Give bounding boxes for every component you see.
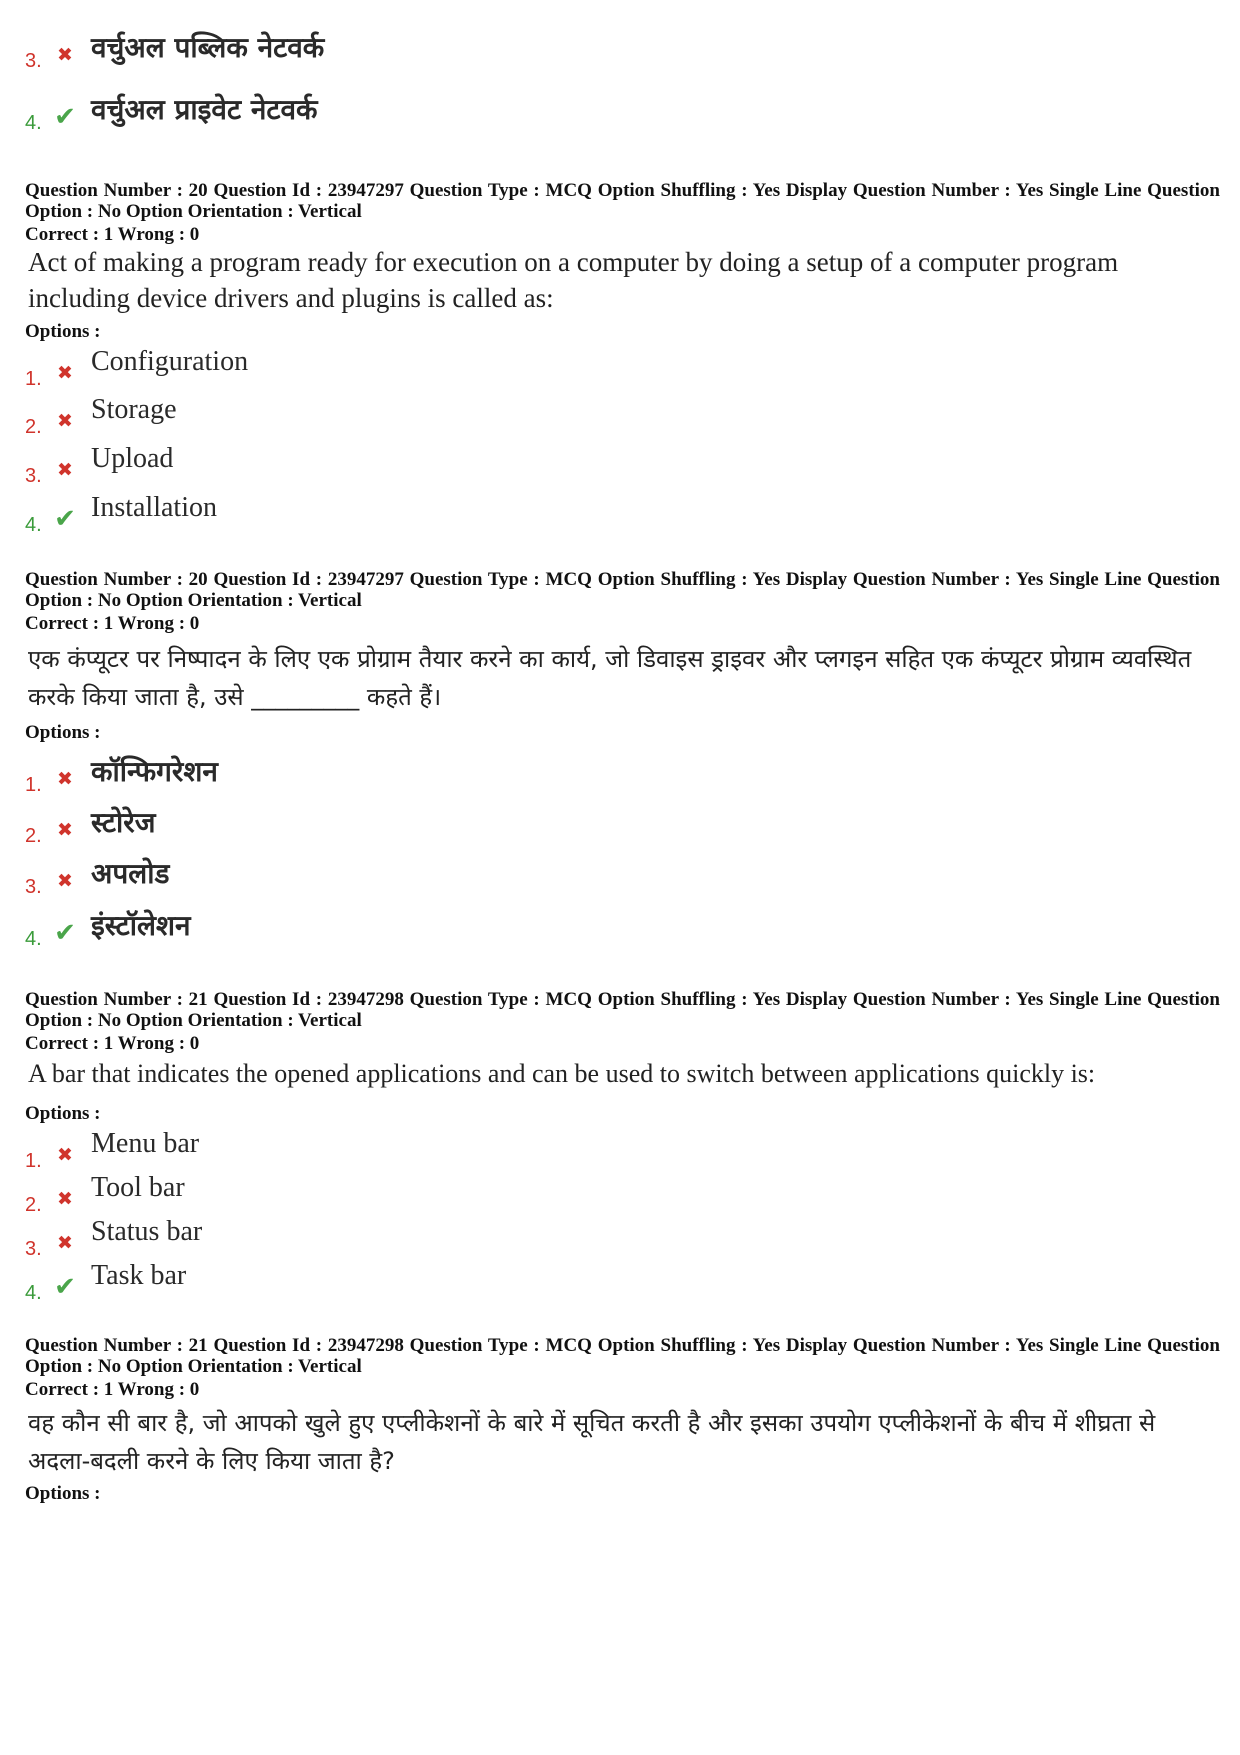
question-text: एक कंप्यूटर पर निष्पादन के लिए एक प्रोग्राम तैयार करने का कार्य, जो डिवाइस ड्राइवर और प्लगइन सहित एक कंप्यूटर प्रोग्राम व्यवस्थित करके किया जाता है, उसे _________ कहते हैं। xyxy=(28,645,1192,711)
cross-icon: ✖ xyxy=(57,44,73,66)
option-number: 2. xyxy=(25,825,42,847)
check-icon: ✔ xyxy=(54,102,76,132)
option-text: स्टोरेज xyxy=(91,806,156,839)
option-number: 4. xyxy=(25,1282,42,1304)
cross-icon: ✖ xyxy=(57,459,73,481)
option-text: इंस्टॉलेशन xyxy=(91,909,191,942)
marks-info: Correct : 1 Wrong : 0 xyxy=(25,224,200,245)
option-number: 4. xyxy=(25,514,42,536)
marks-info: Correct : 1 Wrong : 0 xyxy=(25,613,200,634)
option-item xyxy=(25,346,1125,394)
option-text: Task bar xyxy=(91,1260,187,1291)
question-meta: Question Number : 20 Question Id : 23947297 Question Type : MCQ Option Shuffling : Yes Display Question Number : Yes Single Line Question Option : No Option Orientation : Vertical xyxy=(25,180,1220,222)
option-text: Status bar xyxy=(91,1216,203,1247)
cross-icon: ✖ xyxy=(57,1144,73,1166)
cross-icon: ✖ xyxy=(57,870,73,892)
option-number: 1. xyxy=(25,1150,42,1172)
option-item xyxy=(25,1260,1125,1308)
option-text: Configuration xyxy=(91,346,249,377)
question-meta: Question Number : 21 Question Id : 23947298 Question Type : MCQ Option Shuffling : Yes Display Question Number : Yes Single Line Question Option : No Option Orientation : Vertical xyxy=(25,1335,1220,1377)
option-number: 1. xyxy=(25,774,42,796)
option-number: 1. xyxy=(25,368,42,390)
option-item xyxy=(25,1216,1125,1264)
option-text: Installation xyxy=(91,492,217,523)
option-item xyxy=(25,1128,1125,1176)
option-number: 4. xyxy=(25,112,42,134)
question-meta: Question Number : 21 Question Id : 23947298 Question Type : MCQ Option Shuffling : Yes Display Question Number : Yes Single Line Question Option : No Option Orientation : Vertical xyxy=(25,989,1220,1031)
option-text: वर्चुअल पब्लिक नेटवर्क xyxy=(91,31,325,64)
option-text: Upload xyxy=(91,443,174,474)
option-item xyxy=(25,906,1125,954)
cross-icon: ✖ xyxy=(57,768,73,790)
question-text: वह कौन सी बार है, जो आपको खुले हुए एप्लीकेशनों के बारे में सूचित करती है और इसका उपयोग एप्लीकेशनों के बीच में शीघ्रता से अदला-बदली करने के लिए किया जाता है? xyxy=(28,1409,1156,1475)
option-number: 4. xyxy=(25,928,42,950)
cross-icon: ✖ xyxy=(57,1188,73,1210)
cross-icon: ✖ xyxy=(57,410,73,432)
option-text: Menu bar xyxy=(91,1128,200,1159)
cross-icon: ✖ xyxy=(57,819,73,841)
option-number: 3. xyxy=(25,1238,42,1260)
option-item xyxy=(25,28,1125,76)
option-text: Storage xyxy=(91,394,177,425)
option-text: कॉन्फिगरेशन xyxy=(91,755,218,788)
cross-icon: ✖ xyxy=(57,1232,73,1254)
option-number: 3. xyxy=(25,465,42,487)
cross-icon: ✖ xyxy=(57,362,73,384)
option-text: अपलोड xyxy=(91,857,170,890)
check-icon: ✔ xyxy=(54,1272,76,1302)
question-text: Act of making a program ready for execution on a computer by doing a setup of a computer program including device drivers and plugins is called as: xyxy=(28,247,1119,313)
option-text: वर्चुअल प्राइवेट नेटवर्क xyxy=(91,93,318,126)
options-label: Options : xyxy=(25,321,101,342)
check-icon: ✔ xyxy=(54,918,76,948)
option-item xyxy=(25,394,1125,442)
option-item xyxy=(25,854,1125,902)
option-item xyxy=(25,443,1125,491)
options-label: Options : xyxy=(25,1103,101,1124)
option-number: 2. xyxy=(25,416,42,438)
question-meta: Question Number : 20 Question Id : 23947297 Question Type : MCQ Option Shuffling : Yes Display Question Number : Yes Single Line Question Option : No Option Orientation : Vertical xyxy=(25,569,1220,611)
option-number: 3. xyxy=(25,50,42,72)
option-item xyxy=(25,492,1125,540)
question-text: A bar that indicates the opened applications and can be used to switch between applications quickly is: xyxy=(28,1059,1096,1088)
options-label: Options : xyxy=(25,722,101,743)
marks-info: Correct : 1 Wrong : 0 xyxy=(25,1033,200,1054)
check-icon: ✔ xyxy=(54,504,76,534)
option-item xyxy=(25,752,1125,800)
option-number: 2. xyxy=(25,1194,42,1216)
options-label: Options : xyxy=(25,1483,101,1504)
option-item xyxy=(25,803,1125,851)
marks-info: Correct : 1 Wrong : 0 xyxy=(25,1379,200,1400)
option-number: 3. xyxy=(25,876,42,898)
option-item xyxy=(25,90,1125,138)
option-text: Tool bar xyxy=(91,1172,185,1203)
option-item xyxy=(25,1172,1125,1220)
